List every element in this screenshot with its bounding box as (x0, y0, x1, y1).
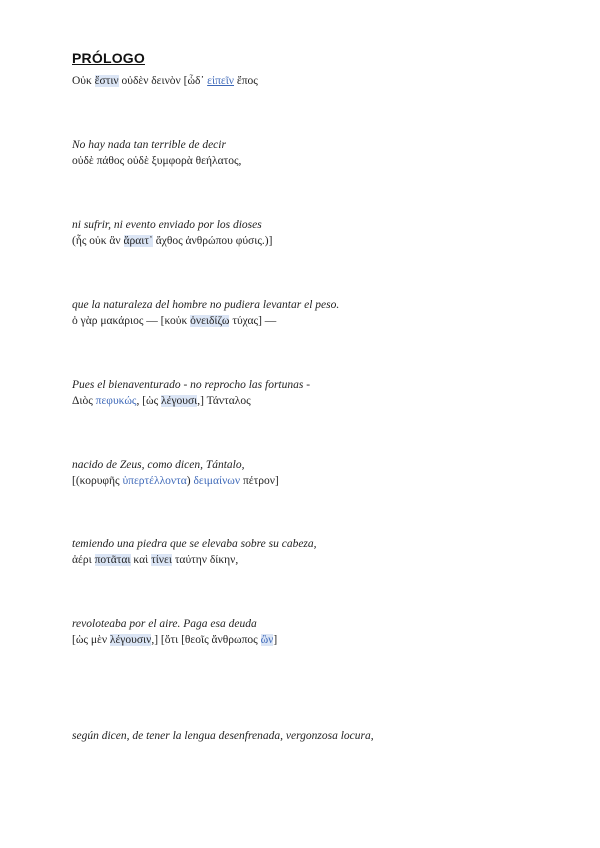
text-segment: (ἧς οὐκ ἂν (72, 235, 124, 247)
spanish-translation-line (72, 617, 257, 631)
greek-text-line (72, 633, 277, 647)
highlighted-word: ποτᾶται (94, 554, 131, 566)
text-segment: No hay nada tan terrible de decir (72, 139, 226, 151)
text-segment: , [ὡς (136, 395, 162, 407)
text-segment: Οὐκ (72, 75, 95, 87)
text-segment: [(κορυφῆς (72, 475, 123, 487)
spanish-translation-line (72, 378, 310, 392)
greek-text-line (72, 474, 279, 488)
page-title: PRÓLOGO (72, 50, 145, 66)
text-segment: ] (273, 634, 278, 646)
text-segment: πέτρον] (240, 475, 279, 487)
text-segment: revoloteaba por el aire. Paga esa deuda (72, 618, 257, 630)
spanish-translation-line (72, 458, 244, 472)
greek-text-line (72, 154, 241, 168)
highlighted-word: λέγουσιν (109, 634, 152, 646)
text-segment: ἔπος (234, 75, 258, 87)
greek-text-line (72, 394, 251, 408)
highlighted-word: τίνει (151, 554, 172, 566)
highlighted-word: ὀνειδίζω (190, 315, 230, 327)
spanish-translation-line (72, 729, 374, 743)
text-segment: Διὸς (72, 395, 96, 407)
linked-word[interactable]: ὑπερτέλλοντα (122, 475, 187, 487)
linked-word[interactable]: δειμαίνων (193, 475, 241, 487)
text-segment: οὐδὲν δεινὸν [ὧδ᾽ (118, 75, 208, 87)
text-segment: que la naturaleza del hombre no pudiera levantar el peso. (72, 299, 340, 311)
text-segment: ) (186, 475, 194, 487)
text-segment: Pues el bienaventurado - no reprocho las fortunas - (72, 379, 311, 391)
highlighted-word: ἔστιν (94, 75, 119, 87)
text-segment: según dicen, de tener la lengua desenfrenada, vergonzosa locura, (72, 730, 374, 742)
text-segment: τύχας] — (229, 315, 277, 327)
spanish-translation-line (72, 138, 226, 152)
text-segment: ταύτην δίκην, (171, 554, 239, 566)
spanish-translation-line (72, 298, 339, 312)
text-segment: nacido de Zeus, como dicen, Tántalo, (72, 459, 245, 471)
text-segment: temiendo una piedra que se elevaba sobre su cabeza, (72, 538, 317, 550)
text-segment: ἄχθος ἀνθρώπου φύσις.)] (152, 235, 273, 247)
text-segment: ni sufrir, ni evento enviado por los dioses (72, 219, 262, 231)
linked-word[interactable]: πεφυκώς (95, 395, 137, 407)
greek-text-line (72, 553, 238, 567)
highlighted-word: ἄραιτ᾽ (123, 235, 153, 247)
text-segment: καὶ (130, 554, 152, 566)
linked-word[interactable]: εἰπεῖν (207, 75, 235, 87)
text-segment: ,] Τάνταλος (197, 395, 251, 407)
text-segment: ἀέρι (72, 554, 95, 566)
spanish-translation-line (72, 218, 262, 232)
text-segment: [ὡς μὲν (72, 634, 110, 646)
text-segment: ὁ γὰρ μακάριος — [κοὐκ (72, 315, 191, 327)
greek-text-line (72, 234, 272, 248)
greek-text-line (72, 314, 276, 328)
highlighted-word[interactable]: ὢν (260, 634, 274, 646)
text-segment: οὐδὲ πάθος οὐδὲ ξυμφορὰ θεήλατος, (72, 155, 242, 167)
spanish-translation-line (72, 537, 317, 551)
highlighted-word: λέγουσι (161, 395, 198, 407)
greek-text-line (72, 74, 258, 88)
text-segment: ,] [ὅτι [θεοῖς ἄνθρωπος (151, 634, 261, 646)
